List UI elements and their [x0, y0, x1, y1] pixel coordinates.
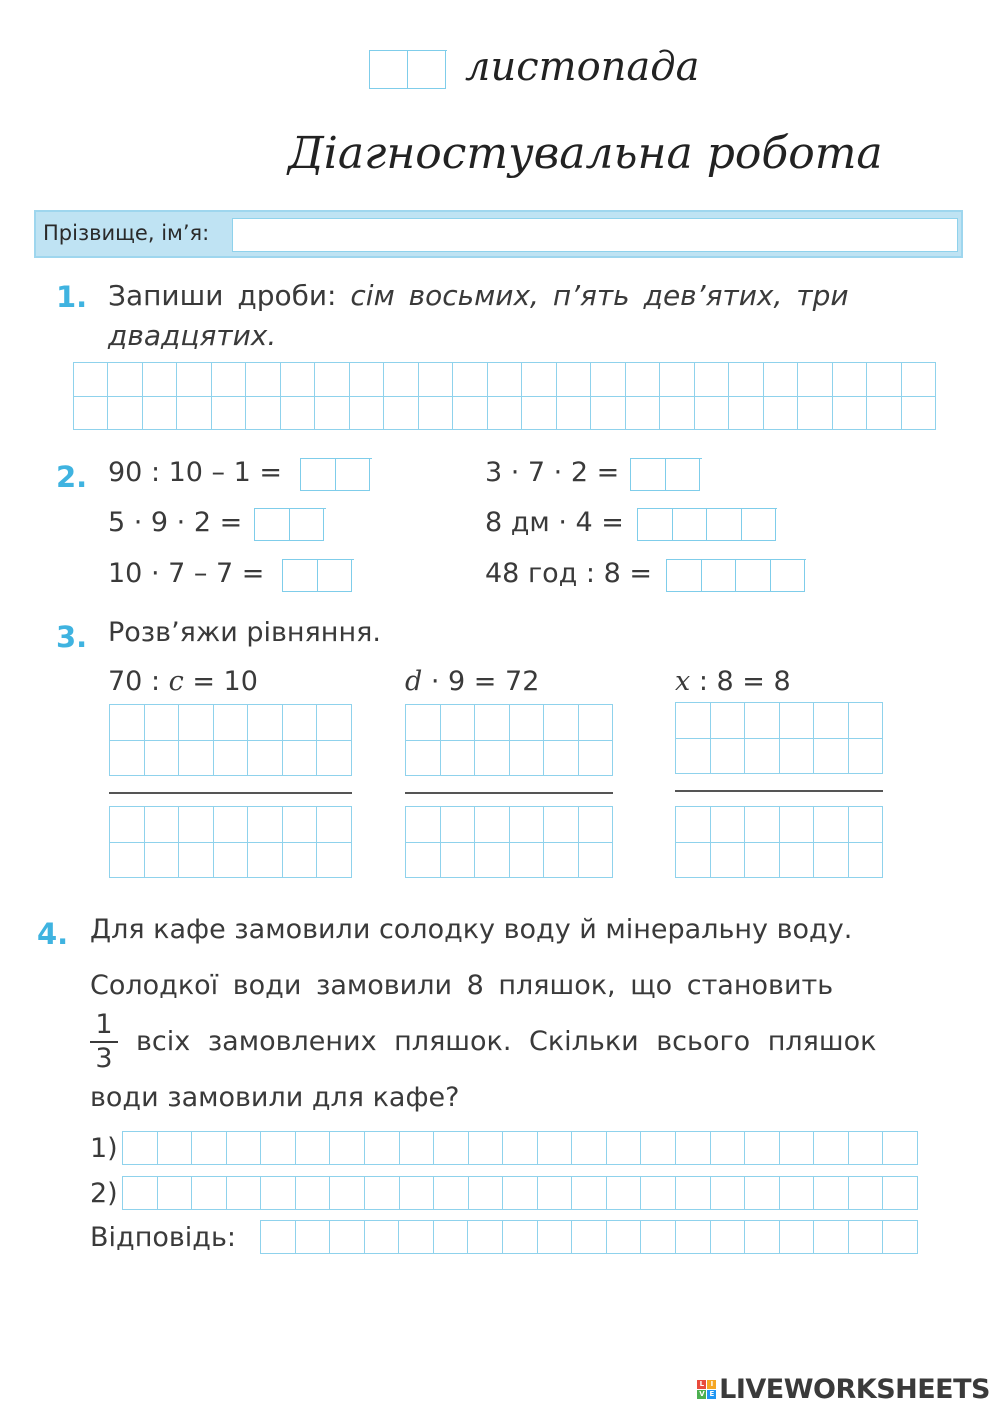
month-label: листопада — [465, 44, 700, 90]
task3-number: 3. — [56, 620, 88, 654]
answer-grid[interactable] — [260, 1220, 918, 1254]
task2-item-1: 90 : 10 – 1 = — [108, 457, 283, 488]
task2-answer-6[interactable] — [666, 559, 806, 592]
answer-label: Відповідь: — [90, 1222, 236, 1253]
task4-number: 4. — [37, 917, 69, 951]
equation-2-grid-top[interactable] — [405, 704, 613, 776]
task3-title: Розв’яжи рівняння. — [108, 617, 381, 648]
equation-3-grid-bottom[interactable] — [675, 806, 883, 878]
name-bar — [34, 210, 963, 258]
logo-letter: V — [697, 1390, 706, 1399]
name-input[interactable] — [232, 218, 958, 252]
logo-text: LIVEWORKSHEETS — [719, 1374, 990, 1405]
task2-answer-3[interactable] — [282, 559, 354, 592]
step2-label: 2) — [90, 1178, 118, 1209]
liveworksheets-logo — [697, 1374, 990, 1405]
task1-line1 — [108, 279, 849, 312]
equation-1-grid-bottom[interactable] — [109, 806, 352, 878]
step1-label: 1) — [90, 1133, 118, 1164]
task1-text-plain: Запиши дроби: — [108, 279, 337, 312]
equation-3-grid-top[interactable] — [675, 702, 883, 774]
equation-3 — [675, 666, 791, 697]
equation-1-right: = 10 — [183, 666, 258, 697]
equation-2 — [405, 666, 539, 697]
equation-1 — [108, 666, 258, 697]
task4-line4: води замовили для кафе? — [90, 1082, 460, 1113]
task2-answer-2[interactable] — [254, 508, 326, 541]
equation-1-grid-top[interactable] — [109, 704, 352, 776]
task2-answer-4[interactable] — [630, 458, 702, 491]
logo-mark-icon — [697, 1380, 716, 1399]
equation-1-variable: c — [168, 666, 184, 697]
task1-text-italic-2: двадцятих. — [108, 319, 277, 352]
task4-line1: Для кафе замовили солодку воду й мінеральну воду. — [90, 914, 853, 945]
task2-item-6: 48 год : 8 = — [485, 558, 652, 589]
logo-letter: L — [697, 1380, 706, 1389]
task4-line2: Солодкої води замовили 8 пляшок, що становить — [90, 970, 834, 1001]
task4-line3: всіх замовлених пляшок. Скільки всього пляшок — [136, 1026, 877, 1057]
task2-number: 2. — [56, 460, 88, 494]
equation-1-rule — [109, 792, 352, 794]
task2-answer-1[interactable] — [300, 458, 372, 491]
task2-answer-5[interactable] — [637, 508, 777, 541]
name-label: Прізвище, ім’я: — [43, 221, 210, 245]
task1-text-italic-1: сім восьмих, п’ять дев’ятих, три — [350, 279, 849, 312]
fraction-numerator: 1 — [95, 1009, 113, 1040]
task1-answer-grid[interactable] — [73, 362, 936, 430]
step2-answer-grid[interactable] — [122, 1176, 918, 1210]
page-title: Діагностувальна робота — [288, 128, 883, 179]
equation-3-rule — [675, 790, 883, 792]
date-input[interactable] — [369, 50, 447, 89]
equation-2-variable: d — [405, 666, 423, 697]
equation-3-right: : 8 = 8 — [690, 666, 791, 697]
task2-item-4: 3 · 7 · 2 = — [485, 457, 620, 488]
task2-item-5: 8 дм · 4 = — [485, 507, 624, 538]
task2-item-2: 5 · 9 · 2 = — [108, 507, 243, 538]
equation-1-left: 70 : — [108, 666, 169, 697]
equation-2-grid-bottom[interactable] — [405, 806, 613, 878]
logo-letter: E — [707, 1390, 716, 1399]
step1-answer-grid[interactable] — [122, 1131, 918, 1165]
equation-3-variable: x — [675, 666, 691, 697]
logo-letter: I — [707, 1380, 716, 1389]
equation-2-rule — [405, 792, 613, 794]
task1-number: 1. — [56, 280, 88, 314]
equation-2-right: · 9 = 72 — [422, 666, 540, 697]
fraction — [86, 1010, 122, 1074]
task2-item-3: 10 · 7 – 7 = — [108, 558, 265, 589]
fraction-denominator: 3 — [95, 1043, 113, 1074]
